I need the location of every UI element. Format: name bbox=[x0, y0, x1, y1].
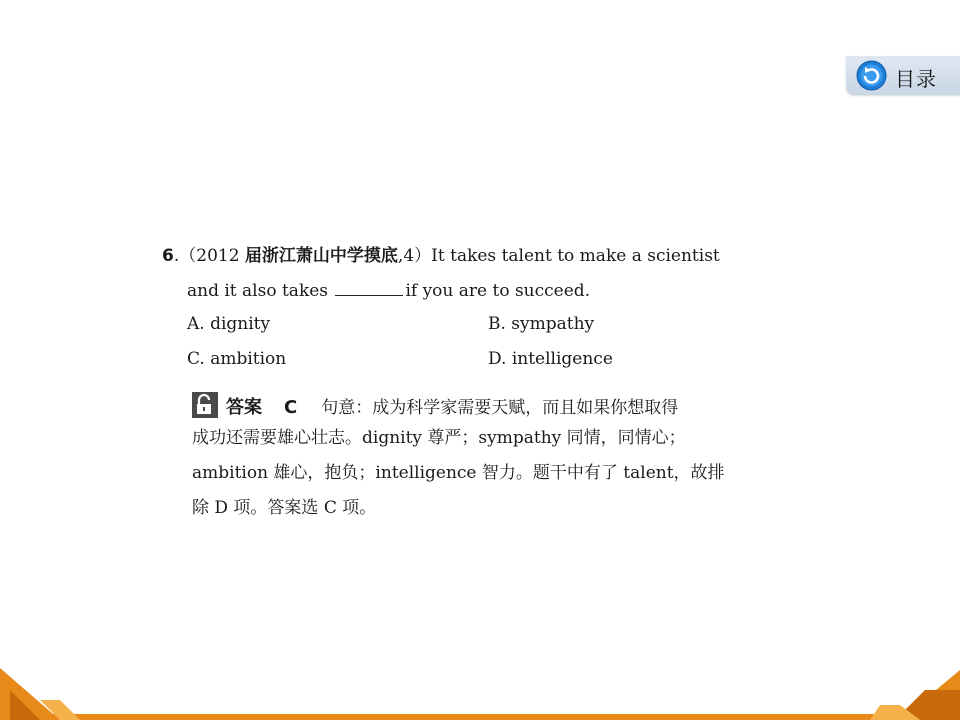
answer-letter: C bbox=[284, 397, 298, 418]
answer-line-3: ambition 雄心，抱负；intelligence 智力。题干中有了 talent，故排 bbox=[192, 463, 725, 483]
question-text-1: It takes talent to make a scientist bbox=[431, 246, 720, 266]
question-source-open: .（2012 bbox=[173, 246, 245, 266]
answer-line-2: 成功还需要雄心壮志。dignity 尊严；sympathy 同情，同情心； bbox=[192, 428, 686, 448]
question-number: 6 bbox=[162, 246, 174, 266]
option-d: D. intelligence bbox=[488, 349, 613, 369]
option-a: A. dignity bbox=[187, 314, 271, 334]
option-c: C. ambition bbox=[187, 349, 287, 369]
question-text-2b: if you are to succeed. bbox=[405, 281, 591, 301]
answer-label: 答案 bbox=[226, 397, 262, 418]
answer-line-4: 除 D 项。答案选 C 项。 bbox=[192, 498, 377, 518]
option-b: B. sympathy bbox=[488, 314, 595, 334]
question-text-2a: and it also takes bbox=[187, 281, 334, 301]
answer-text-1: 句意：成为科学家需要天赋，而且如果你想取得 bbox=[321, 398, 679, 418]
toc-label: 目录 bbox=[895, 67, 937, 91]
question-source: 届浙江萧山中学摸底 bbox=[244, 246, 398, 266]
question-source-close: ,4） bbox=[397, 246, 432, 266]
